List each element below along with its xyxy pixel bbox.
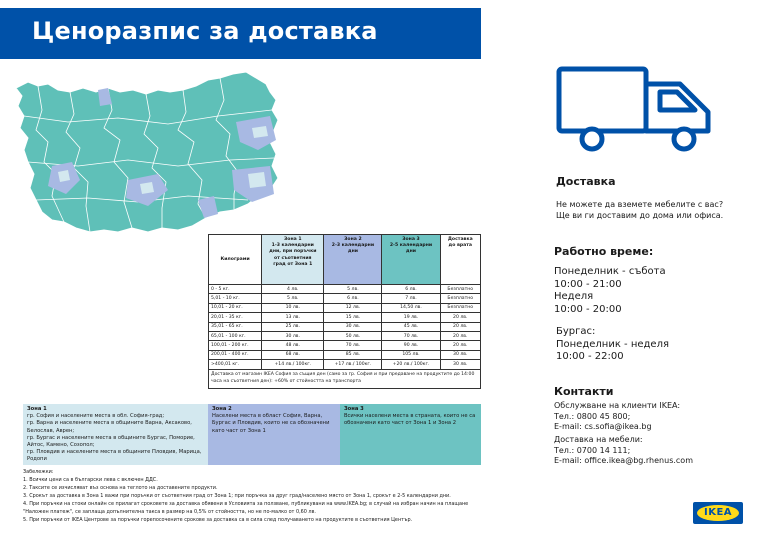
zone1-line: гр. Пловдив и населените места в общините Пловдив, Марица, Родопи [27,449,202,463]
cell-zone2: 70 лв. [324,341,382,350]
service-email[interactable]: E-mail: cs.sofia@ikea.bg [554,422,652,432]
zone1-line: гр. Варна и населените места в общините Варна, Аксаково, Белослав, Аврен; [27,420,192,434]
hours-title: Работно време: [554,245,654,258]
working-hours: Понеделник - събота 10:00 - 21:00 Неделя 10:00 - 20:00 [554,266,666,315]
cell-zone1: 48 лв. [262,341,324,350]
cell-door: Безплатно [440,294,480,303]
same-day-note: Доставка от магазин IKEA София за същия ден (само за гр. София и при предаване на продуктите до 14:00 часа на съответния ден): +60% от стойността на транспорта [209,369,481,388]
cell-zone1: +14 лв./ 100кг. [262,360,324,369]
table-row [209,331,481,340]
cell-zone2: 15 лв. [324,313,382,322]
table-row [209,350,481,359]
cell-weight: 5,01 - 10 кг. [209,294,262,303]
cell-zone3: 7 лв. [382,294,440,303]
cell-weight: 100,01 - 200 кг. [209,341,262,350]
customer-service-contacts: Обслужване на клиенти IKEA: Тел.: 0800 45 800; E-mail: cs.sofia@ikea.bg [554,401,681,432]
cell-zone2: 12 лв. [324,303,382,312]
cell-zone1: 10 лв. [262,303,324,312]
zone2-title: Зона 2 [212,406,232,412]
notes-section [23,468,483,524]
page-title: Ценоразпис за доставка [32,17,378,45]
cell-zone2: 6 лв. [324,294,382,303]
note-item: 3. Срокът за доставка в Зона 1 важи при поръчки от съответния град от Зона 1; при поръчка за друг град/населено място от Зона 1, срокът е 2-5 календарни дни. [23,493,451,499]
zone1-title: Зона 1 [27,406,47,412]
table-row [209,285,481,294]
cell-door: 20 лв. [440,322,480,331]
cell-zone3: 19 лв. [382,313,440,322]
cell-zone3: +20 лв./ 100кг. [382,360,440,369]
note-item: 4. При поръчки на стоки онлайн се прилагат сроковете за доставка обявени в Условията за ползване, публикувани на www.IKEA.bg; в случай на избран начин на плащане "Наложен платеж", се заплаща допълнителна такса в размер на 0,5% от стойността, но не по-малко от 0,60 лв. [23,501,469,515]
cell-zone3: 14,50 лв. [382,303,440,312]
table-row [209,341,481,350]
note-item: 5. При поръчки от IKEA Центрове за поръчки горепосочените срокове за доставка са в сила след получаването на продуктите в съответния Център. [23,517,413,523]
table-row [209,294,481,303]
cell-door: Безплатно [440,303,480,312]
header-zone3: Зона 3 2-5 календарни дни [382,235,440,285]
notes-title: Забележки: [23,469,54,475]
zone3-legend [340,404,481,465]
table-row [209,313,481,322]
header-door-delivery: Доставка до врата [440,235,480,285]
table-row [209,303,481,312]
cell-weight: 0 - 5 кг. [209,285,262,294]
delivery-title: Доставка [556,175,616,188]
cell-door: Безплатно [440,285,480,294]
map-country-shape [16,72,278,232]
table-row [209,322,481,331]
cell-zone2: 5 лв. [324,285,382,294]
cell-weight: 200,01 - 400 кг. [209,350,262,359]
cell-weight: 35,01 - 65 кг. [209,322,262,331]
cell-zone3: 45 лв. [382,322,440,331]
cell-zone3: 6 лв. [382,285,440,294]
cell-weight: 20,01 - 35 кг. [209,313,262,322]
cell-zone2: 30 лв. [324,322,382,331]
zone1-legend [23,404,208,465]
table-note-row [209,369,481,388]
header-zone1: Зона 1 1-3 календарни дни, при поръчки от съответния град от Зона 1 [262,235,324,285]
cell-door: 30 лв. [440,350,480,359]
cell-weight: 65,01 - 100 кг. [209,331,262,340]
header-kilograms: Килограми [209,235,262,285]
cell-door: 20 лв. [440,313,480,322]
zone3-text: Всички населени места в страната, които не са обозначени като част от Зона 1 и Зона 2 [344,413,476,427]
cell-zone1: 13 лв. [262,313,324,322]
furniture-delivery-contacts: Доставка на мебели: Тел.: 0700 14 111; E-mail: office.ikea@bg.rhenus.com [554,435,693,466]
zone2-text: Населени места в област София, Варна, Бургас и Пловдив, които не са обозначени като част от Зона 1 [212,413,330,434]
cell-zone1: 4 лв. [262,285,324,294]
title-banner [0,8,481,59]
delivery-description: Не можете да вземете мебелите с вас? Ще ви ги доставим до дома или офиса. [556,200,724,220]
cell-zone1: 68 лв. [262,350,324,359]
cell-door: 30 лв. [440,360,480,369]
delivery-email[interactable]: E-mail: office.ikea@bg.rhenus.com [554,456,693,466]
cell-zone2: 85 лв. [324,350,382,359]
zone3-title: Зона 3 [344,406,364,412]
cell-zone3: 105 лв. [382,350,440,359]
cell-zone2: 50 лв. [324,331,382,340]
logo-text: IKEA [703,507,733,518]
note-item: 1. Всички цени са в български лева с включен ДДС. [23,477,158,483]
cell-zone2: +17 лв./ 100кг. [324,360,382,369]
contacts-title: Контакти [554,385,614,398]
rates-header-row [209,235,481,285]
zone1-line: гр. Бургас и населените места в общините Бургас, Поморие, Айтос, Камено, Созопол; [27,434,195,449]
cell-weight: 10,01 - 20 кг. [209,303,262,312]
cell-weight: >400,01 кг. [209,360,262,369]
cell-door: 20 лв. [440,341,480,350]
note-item: 2. Таксите се изчисляват въз основа на теглото на доставените продукти. [23,485,218,491]
ikea-logo [693,502,743,524]
cell-zone3: 90 лв. [382,341,440,350]
cell-door: 20 лв. [440,331,480,340]
cell-zone1: 25 лв. [262,322,324,331]
table-row [209,360,481,369]
header-zone2: Зона 2 2-3 календарни дни [324,235,382,285]
truck-icon [556,66,711,154]
burgas-hours: Бургас: Понеделник - неделя 10:00 - 22:00 [556,326,669,363]
cell-zone1: 5 лв. [262,294,324,303]
cell-zone1: 30 лв. [262,331,324,340]
zone2-legend [208,404,340,465]
delivery-rates-table [208,234,481,389]
bulgaria-zone-map [8,70,290,238]
zone1-line: гр. София и населените места в обл. София-град; [27,413,165,420]
cell-zone3: 70 лв. [382,331,440,340]
